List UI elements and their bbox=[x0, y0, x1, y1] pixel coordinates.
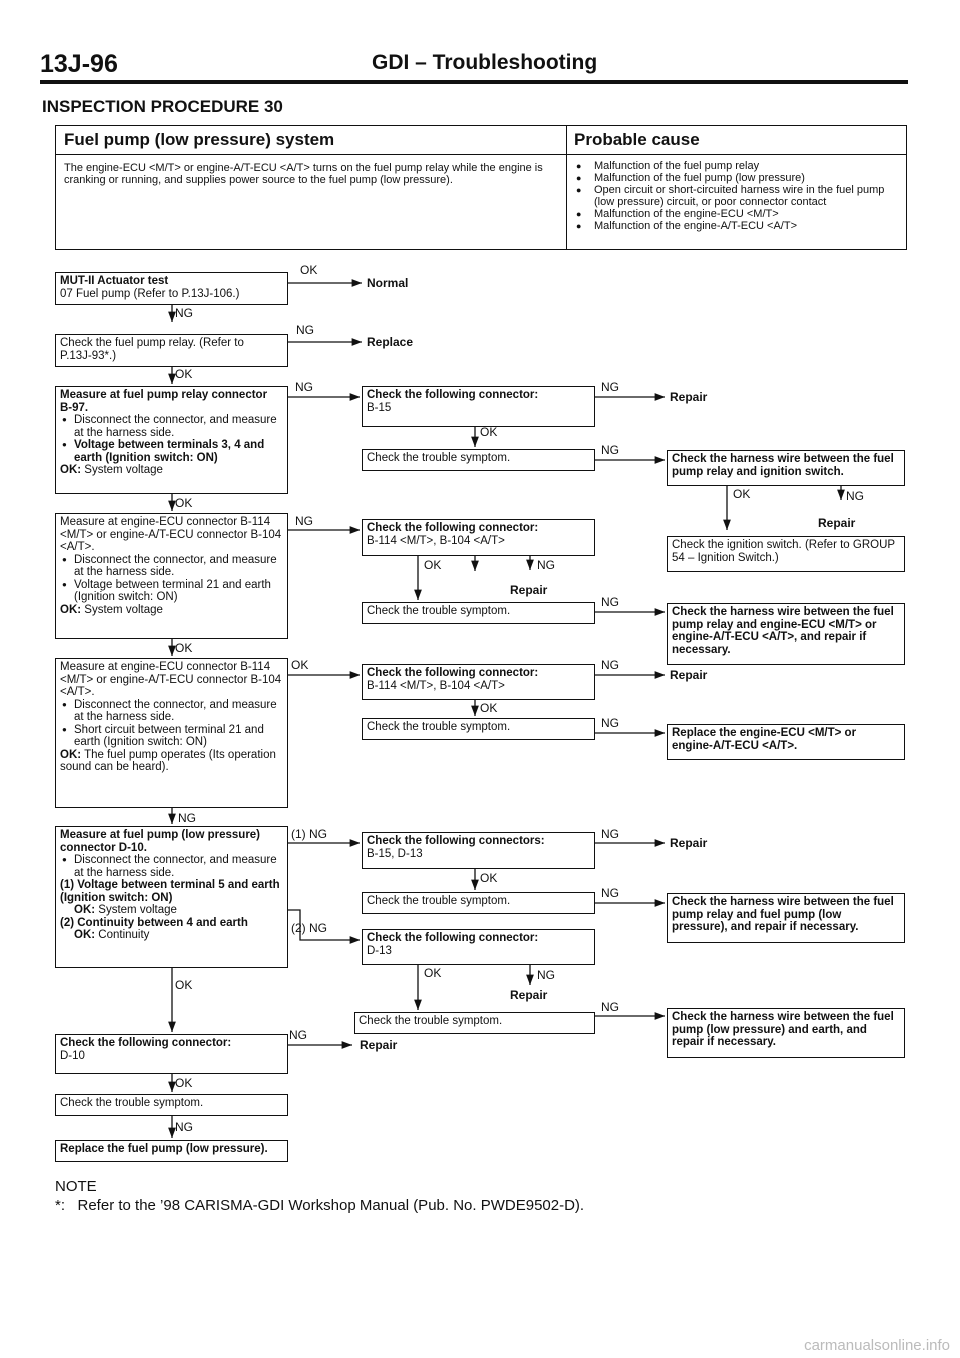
step-bullet: ● Disconnect the connector, and measure at the harness side. bbox=[60, 414, 283, 439]
branch-label-ok: OK bbox=[424, 966, 442, 980]
ok-text: Continuity bbox=[98, 929, 150, 941]
step-trouble-symptom-1 bbox=[362, 449, 595, 471]
branch-label-ng: NG bbox=[601, 658, 619, 672]
step-trouble-symptom-4 bbox=[362, 892, 595, 914]
step-text: Check the trouble symptom. bbox=[359, 1015, 503, 1027]
cause-item: ● Open circuit or short-circuited harness wire in the fuel pump (low pressure) circuit, or poor connector contact bbox=[576, 184, 904, 208]
branch-label-ng: NG bbox=[178, 811, 196, 825]
step-replace-fuel-pump bbox=[55, 1140, 288, 1162]
ok-label: OK: bbox=[74, 929, 96, 941]
step-replace-ecu bbox=[667, 724, 905, 760]
branch-label-ng: NG bbox=[289, 1028, 307, 1042]
cause-item: ● Malfunction of the engine-ECU <M/T> bbox=[576, 208, 904, 220]
branch-label-ng: NG bbox=[601, 380, 619, 394]
branch-label-ng: NG bbox=[601, 716, 619, 730]
procedure-title: INSPECTION PROCEDURE 30 bbox=[42, 97, 283, 116]
step-text: Check the trouble symptom. bbox=[367, 452, 511, 464]
note-text: *: Refer to the ’98 CARISMA-GDI Workshop Manual (Pub. No. PWDE9502-D). bbox=[55, 1197, 585, 1214]
branch-label-ok: OK bbox=[175, 496, 193, 510]
branch-label-ok: OK bbox=[175, 367, 193, 381]
step-bullet: ● Voltage between terminals 3, 4 and earth (Ignition switch: ON) bbox=[60, 439, 283, 464]
step-heading: Replace the fuel pump (low pressure). bbox=[60, 1143, 268, 1155]
branch-label-ok: OK bbox=[291, 658, 309, 672]
outcome-normal: Normal bbox=[367, 276, 409, 290]
step-text: D-13 bbox=[367, 944, 392, 957]
branch-label-ng-1: (1) NG bbox=[291, 827, 327, 841]
outcome-repair: Repair bbox=[670, 836, 708, 850]
step-text: D-10 bbox=[60, 1049, 85, 1062]
outcome-repair: Repair bbox=[360, 1038, 398, 1052]
outcome-repair: Repair bbox=[510, 988, 548, 1002]
cause-item: ● Malfunction of the engine-A/T-ECU <A/T> bbox=[576, 220, 904, 232]
ok-label: OK: bbox=[74, 904, 96, 916]
step-check-connector-d13 bbox=[362, 929, 595, 965]
step-text: Check the trouble symptom. bbox=[367, 605, 511, 617]
outcome-repair: Repair bbox=[670, 390, 708, 404]
step-text: Check the trouble symptom. bbox=[60, 1097, 204, 1109]
step-heading: Measure at fuel pump (low pressure) bbox=[60, 829, 261, 841]
step-check-relay bbox=[55, 334, 288, 367]
ok-label: OK: bbox=[60, 603, 82, 616]
step-bullet: ● Disconnect the connector, and measure at the harness side. bbox=[60, 854, 283, 879]
outcome-repair: Repair bbox=[818, 516, 856, 530]
step-harness-relay-pump bbox=[667, 893, 905, 943]
step-heading: Check the following connector: bbox=[367, 389, 539, 401]
step-text: Check the trouble symptom. bbox=[367, 895, 511, 907]
branch-label-ng: NG bbox=[601, 827, 619, 841]
step-heading: Check the following connector: bbox=[367, 667, 539, 679]
step-measure-fuel-pump-connector bbox=[55, 826, 288, 968]
branch-label-ng: NG bbox=[537, 558, 555, 572]
cause-item: ● Malfunction of the fuel pump (low pressure) bbox=[576, 172, 904, 184]
branch-label-ok: OK bbox=[175, 978, 193, 992]
branch-label-ok: OK bbox=[733, 487, 751, 501]
step-measure-ecu-short bbox=[55, 658, 288, 808]
step-heading: connector D-10. bbox=[60, 841, 147, 854]
step-harness-relay-ignition bbox=[667, 450, 905, 486]
step-heading: Check the following connectors: bbox=[367, 835, 545, 847]
step-heading: Check the following connector: bbox=[367, 522, 539, 534]
step-heading: Measure at engine-ECU connector B-114 <M/T> or engine-A/T-ECU connector B-104 <A/T>. bbox=[60, 661, 282, 698]
note-title: NOTE bbox=[55, 1178, 97, 1195]
step-measure-relay-connector bbox=[55, 386, 288, 494]
step-heading: Measure at fuel pump relay connector bbox=[60, 389, 268, 401]
outcome-repair: Repair bbox=[510, 583, 548, 597]
step-check-connectors-b15-d13 bbox=[362, 832, 595, 869]
system-description: The engine-ECU <M/T> or engine-A/T-ECU <A/T> turns on the fuel pump relay while the engine is cranking or running, and supplies power source to the fuel pump (low pressure). bbox=[64, 162, 543, 186]
step-harness-relay-ecu bbox=[667, 603, 905, 665]
step-heading: Check the following connector: bbox=[367, 932, 539, 944]
branch-label-ng: NG bbox=[601, 595, 619, 609]
step-trouble-symptom-3 bbox=[362, 718, 595, 740]
step-trouble-symptom-2 bbox=[362, 602, 595, 624]
branch-label-ok: OK bbox=[175, 1076, 193, 1090]
ok-label: OK: bbox=[60, 464, 82, 476]
step-check-ignition-switch bbox=[667, 536, 905, 572]
step-numbered: (2) Continuity between 4 and earth bbox=[60, 916, 248, 929]
branch-label-ok: OK bbox=[300, 263, 318, 277]
step-trouble-symptom-5 bbox=[354, 1012, 595, 1034]
step-check-connector-b114-a bbox=[362, 519, 595, 556]
step-harness-pump-earth bbox=[667, 1008, 905, 1058]
step-bullet: ● Disconnect the connector, and measure at the harness side. bbox=[60, 554, 283, 579]
ok-text: System voltage bbox=[98, 904, 177, 916]
step-text: B-114 <M/T>, B-104 <A/T> bbox=[367, 679, 505, 692]
step-heading: Check the harness wire between the fuel pump relay and ignition switch. bbox=[672, 453, 894, 478]
step-heading: MUT-II Actuator test bbox=[60, 275, 169, 287]
ok-text: System voltage bbox=[84, 464, 163, 476]
step-text: Check the fuel pump relay. (Refer to bbox=[60, 337, 244, 349]
step-check-connector-b114-b bbox=[362, 664, 595, 700]
step-text: B-15 bbox=[367, 401, 392, 414]
branch-label-ok: OK bbox=[480, 871, 498, 885]
step-heading: Check the harness wire between the fuel pump (low pressure) and earth, and repair if necessary. bbox=[672, 1011, 894, 1048]
step-text: Check the ignition switch. (Refer to GROUP 54 – Ignition Switch.) bbox=[672, 539, 895, 564]
step-heading: B-97. bbox=[60, 401, 89, 414]
branch-label-ok: OK bbox=[480, 425, 498, 439]
step-text: Check the trouble symptom. bbox=[367, 721, 511, 733]
branch-label-ng-2: (2) NG bbox=[291, 921, 327, 935]
ok-text: System voltage bbox=[84, 603, 163, 616]
step-bullet: ● Short circuit between terminal 21 and earth (Ignition switch: ON) bbox=[60, 724, 283, 749]
branch-label-ng: NG bbox=[295, 514, 313, 528]
page-title: GDI – Troubleshooting bbox=[372, 51, 598, 74]
step-text: 07 Fuel pump (Refer to P.13J-106.) bbox=[60, 287, 240, 300]
step-heading: Check the following connector: bbox=[60, 1037, 232, 1049]
step-numbered: (1) Voltage between terminal 5 and earth (Ignition switch: ON) bbox=[60, 879, 280, 904]
branch-label-ng: NG bbox=[846, 489, 864, 503]
branch-label-ok: OK bbox=[480, 701, 498, 715]
step-check-connector-b15 bbox=[362, 386, 595, 427]
watermark: carmanualsonline.info bbox=[804, 1337, 950, 1354]
probable-cause-heading: Probable cause bbox=[574, 130, 700, 149]
branch-label-ng: NG bbox=[537, 968, 555, 982]
step-actuator-test bbox=[55, 272, 288, 305]
branch-label-ng: NG bbox=[601, 443, 619, 457]
branch-label-ng: NG bbox=[601, 886, 619, 900]
branch-label-ng: NG bbox=[295, 380, 313, 394]
ok-label: OK: bbox=[60, 748, 82, 761]
page-number: 13J-96 bbox=[40, 50, 118, 78]
system-heading: Fuel pump (low pressure) system bbox=[64, 130, 335, 149]
step-heading: Measure at engine-ECU connector B-114 <M/T> or engine-A/T-ECU connector B-104 <A/T>. bbox=[60, 516, 282, 553]
outcome-repair: Repair bbox=[670, 668, 708, 682]
step-text: B-114 <M/T>, B-104 <A/T> bbox=[367, 534, 505, 547]
branch-label-ng: NG bbox=[601, 1000, 619, 1014]
cause-item: ● Malfunction of the fuel pump relay bbox=[576, 160, 904, 172]
branch-label-ng: NG bbox=[175, 1120, 193, 1134]
branch-label-ng: NG bbox=[175, 306, 193, 320]
step-heading: Replace the engine-ECU <M/T> or engine-A/T-ECU <A/T>. bbox=[672, 727, 857, 752]
step-heading: Check the harness wire between the fuel pump relay and engine-ECU <M/T> or engine-A/T-ECU <A/T>, and repair if necessary. bbox=[672, 606, 894, 656]
step-bullet: ● Disconnect the connector, and measure at the harness side. bbox=[60, 699, 283, 724]
branch-label-ok: OK bbox=[175, 641, 193, 655]
step-measure-ecu-voltage bbox=[55, 513, 288, 639]
branch-label-ng: NG bbox=[296, 323, 314, 337]
step-trouble-symptom-final bbox=[55, 1094, 288, 1116]
step-check-connector-d10 bbox=[55, 1034, 288, 1074]
step-text: P.13J-93*.) bbox=[60, 349, 117, 362]
outcome-replace: Replace bbox=[367, 335, 414, 349]
ok-text: The fuel pump operates (Its operation sound can be heard). bbox=[60, 748, 276, 773]
branch-label-ok: OK bbox=[424, 558, 442, 572]
step-heading: Check the harness wire between the fuel pump relay and fuel pump (low pressure), and repair if necessary. bbox=[672, 896, 894, 933]
step-bullet: ● Voltage between terminal 21 and earth (Ignition switch: ON) bbox=[60, 579, 283, 604]
step-text: B-15, D-13 bbox=[367, 847, 423, 860]
